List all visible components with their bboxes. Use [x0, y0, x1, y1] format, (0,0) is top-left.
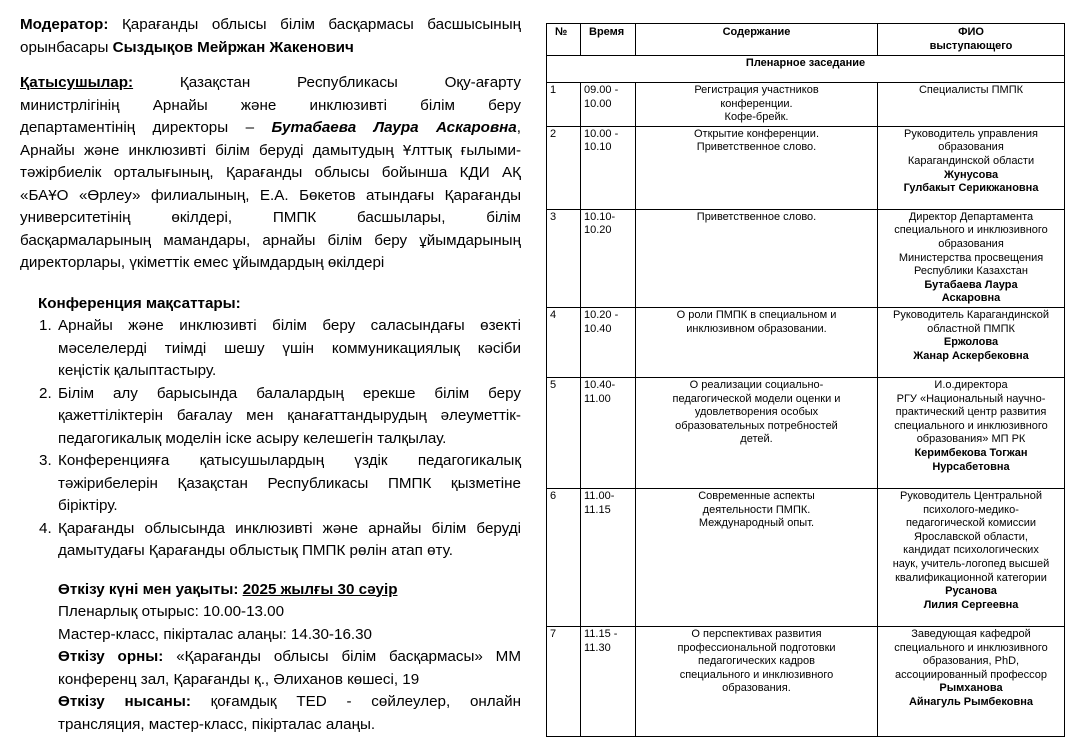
cell-line: Рымханова: [939, 682, 1003, 695]
goal-number: 1.: [39, 317, 52, 334]
goal-line: Арнайы және инклюзивті білім беру саласындағы өзекті: [58, 317, 521, 334]
cell-line: Руководитель Карагандинской: [893, 308, 1049, 321]
cell-line: И.о.директора: [934, 378, 1008, 391]
cell-line: Приветственное слово.: [696, 210, 817, 223]
row-speaker: [878, 307, 1065, 377]
cell-line: Современные аспекты: [698, 489, 815, 502]
cell-line: профессиональной подготовки: [677, 641, 836, 654]
moderator-position: орынбасары: [20, 38, 109, 56]
table-row: [547, 209, 1065, 307]
cell-line: 11.00: [584, 392, 611, 405]
cell-line: Специалисты ПМПК: [918, 84, 1024, 96]
cell-line: областной ПМПК: [927, 322, 1015, 335]
row-time: [581, 126, 636, 209]
cell-line: Директор Департамента: [908, 210, 1034, 223]
cell-line: О реализации социально-: [689, 378, 824, 391]
row-time: [581, 307, 636, 377]
goals-title: Конференция мақсаттары:: [38, 294, 241, 312]
goal-number: 4.: [39, 519, 52, 537]
cell-line: специального и инклюзивного: [894, 224, 1048, 237]
header-time: Время: [581, 24, 636, 56]
cell-line: детей.: [740, 433, 773, 446]
cell-line: 10.20 -: [584, 308, 619, 321]
row-content: [636, 83, 878, 127]
row-content: [636, 626, 878, 736]
cell-line: образования: [938, 237, 1004, 250]
goals-list: [20, 315, 521, 563]
event-format-line1: [58, 691, 521, 714]
cell-line: конференции.: [720, 97, 793, 110]
cell-line: 11.00-: [584, 489, 615, 502]
row-time: [581, 83, 636, 127]
goal-line: педагогикалық моделін іске асыру келешегін талқылау.: [58, 429, 447, 447]
participants-line4: Арнайы және инклюзивті білім беруді дамытудың Ұлттық ғылыми-: [20, 141, 521, 159]
row-speaker: [878, 83, 1065, 127]
cell-line: Жунусова: [943, 168, 999, 181]
event-place-label: Өткізу орны:: [58, 648, 164, 665]
goal-number: 2.: [39, 384, 52, 402]
participants-line2: министрлігінің Арнайы және инклюзивті білім беру: [20, 96, 521, 114]
cell-line: Кофе-брейк.: [724, 111, 789, 124]
participants-line1: [20, 72, 521, 95]
cell-line: Бутабаева Лаура: [924, 278, 1018, 291]
left-column: [20, 14, 521, 736]
row-number: 3: [547, 209, 581, 307]
goal-line: Білім алу барысында балалардың ерекше білім беру: [58, 384, 521, 402]
cell-line: РГУ «Национальный научно-: [896, 392, 1046, 405]
participants-label: Қатысушылар:: [20, 74, 134, 91]
cell-line: Руководитель Центральной: [899, 489, 1042, 502]
event-place-line1: [58, 646, 521, 669]
cell-line: наук, учитель-логопед высшей: [892, 557, 1050, 570]
row-speaker: [878, 209, 1065, 307]
moderator-text: Қарағанды облысы білім басқармасы басшысының: [121, 16, 521, 33]
cell-line: специального и инклюзивного: [894, 419, 1048, 432]
cell-line: Лилия Сергеевна: [923, 598, 1019, 611]
table-row: [547, 488, 1065, 626]
participants-line9: директорлары, үкіметтік емес ұйымдардың өкілдері: [20, 254, 385, 271]
participants-line7: университетінің өкілдері, ПМПК басшылары, білім: [20, 209, 521, 226]
goal-line: Конференцияға қатысушылардың үздік педагогикалық: [58, 452, 521, 469]
cell-line: Нурсабетовна: [932, 460, 1010, 473]
cell-line: 11.15: [584, 503, 611, 516]
cell-line: 10.40-: [584, 378, 616, 391]
cell-line: педагогической комиссии: [905, 517, 1037, 530]
cell-line: Руководитель управления: [904, 127, 1038, 140]
cell-line: Айнагуль Рымбековна: [908, 695, 1034, 708]
table-header-row: [547, 24, 1065, 56]
cell-line: Гулбакыт Серикжановна: [903, 182, 1039, 195]
event-format-label: Өткізу нысаны:: [58, 693, 191, 710]
cell-line: ассоциированный профессор: [895, 668, 1047, 681]
participants-comma: ,: [516, 119, 521, 136]
table-row: [547, 377, 1065, 488]
goal-line: қажеттіліктерін бағалау мен қанағаттандырудың әлеуметтік-: [58, 407, 521, 424]
event-place-text: «Қарағанды облысы білім басқармасы» ММ: [176, 648, 521, 665]
cell-line: 09.00 -: [584, 84, 619, 96]
row-number: 7: [547, 626, 581, 736]
participants-line6: «БАҰО «Өрлеу» филиалының, Е.А. Бөкетов атындағы Қарағанды: [20, 186, 521, 204]
cell-line: Республики Казахстан: [914, 265, 1028, 278]
cell-line: педагогических кадров: [698, 655, 815, 668]
table-row: [547, 307, 1065, 377]
masterclass-time: Мастер-класс, пікірталас алаңы: 14.30-16.30: [58, 625, 372, 643]
cell-line: Министерства просвещения: [898, 251, 1044, 264]
cell-line: Ержолова: [943, 336, 999, 349]
program-table-container: [546, 23, 1064, 737]
goal-line: дамытудағы Қарағанды облыстық ПМПК рөлін атап өту.: [58, 542, 453, 559]
cell-line: специального и инклюзивного: [679, 668, 834, 681]
header-content: Содержание: [636, 24, 878, 56]
cell-line: 10.40: [584, 322, 612, 335]
goal-line: тәжірибелерін Қазақстан Республикасы ПМПК қызметіне: [58, 474, 521, 492]
row-number: 2: [547, 126, 581, 209]
cell-line: образовательных потребностей: [675, 419, 838, 432]
row-speaker: [878, 126, 1065, 209]
goal-line: біріктіру.: [58, 497, 118, 514]
cell-line: Карагандинской области: [907, 154, 1035, 167]
cell-line: Жанар Аскербековна: [913, 349, 1029, 362]
cell-line: удовлетворения особых: [694, 406, 819, 419]
event-place-line2: конференц зал, Қарағанды қ., Әлиханов көшесі, 19: [58, 670, 420, 688]
cell-line: О роли ПМПК в специальном и: [676, 308, 837, 321]
cell-line: практический центр развития: [895, 406, 1047, 419]
participants-director-name: Бутабаева Лаура Аскаровна: [271, 119, 517, 136]
event-info: [58, 579, 521, 737]
row-time: [581, 377, 636, 488]
cell-line: психолого-медико-: [923, 503, 1019, 516]
cell-line: образования» МП РК: [916, 433, 1026, 446]
participants-line8: басқармаларының мамандары, арнайы білім беру ұйымдарының: [20, 231, 521, 249]
goal-item-2: [20, 383, 521, 451]
row-content: [636, 126, 878, 209]
program-table: [546, 23, 1065, 737]
cell-line: Регистрация участников: [694, 84, 819, 96]
moderator-line1: [20, 14, 521, 37]
cell-line: Заведующая кафедрой: [911, 627, 1031, 640]
event-date-value: 2025 жылғы 30 сәуір: [242, 580, 398, 598]
header-speaker: [878, 24, 1065, 56]
event-format-line2: трансляция, мастер-класс, пікірталас алаңы.: [58, 715, 376, 733]
cell-line: квалификационной категории: [895, 571, 1047, 584]
cell-line: 10.10: [584, 141, 612, 154]
goal-item-4: [20, 518, 521, 563]
header-number: №: [547, 24, 581, 56]
participants-line3: [20, 117, 521, 140]
cell-line: образования, PhD,: [922, 655, 1020, 668]
row-number: 1: [547, 83, 581, 127]
row-time: [581, 488, 636, 626]
plenary-time: Пленарлық отырыс: 10.00-13.00: [58, 603, 285, 620]
header-speaker-line2: выступающего: [929, 39, 1013, 52]
section-row: [547, 56, 1065, 83]
cell-line: 10.10-: [584, 210, 616, 223]
cell-line: образования.: [722, 682, 791, 695]
table-row: [547, 83, 1065, 127]
cell-line: педагогической модели оценки и: [672, 392, 841, 405]
row-content: [636, 307, 878, 377]
event-date-line: [58, 579, 521, 602]
cell-line: Ярославской области,: [914, 530, 1028, 543]
cell-line: Керимбекова Тогжан: [914, 446, 1028, 459]
event-format-text: қоғамдық TED - сөйлеулер, онлайн: [210, 693, 521, 710]
cell-line: 11.15 -: [584, 627, 618, 640]
row-speaker: [878, 377, 1065, 488]
row-speaker: [878, 626, 1065, 736]
cell-line: специального и инклюзивного: [894, 641, 1048, 654]
cell-line: Приветственное слово.: [696, 141, 817, 154]
cell-line: инклюзивном образовании.: [686, 322, 827, 335]
goal-item-1: [20, 315, 521, 383]
row-content: [636, 488, 878, 626]
table-row: [547, 626, 1065, 736]
participants-line5: тәжірбиелік орталығының, Қарағанды облысы бойынша КДИ АҚ: [20, 164, 521, 181]
cell-line: О перспективах развития: [691, 627, 822, 640]
header-speaker-line1: ФИО: [958, 26, 984, 38]
table-row: [547, 126, 1065, 209]
goal-line: кеңістік қалыптастыру.: [58, 362, 217, 379]
cell-line: Русанова: [945, 585, 997, 598]
cell-line: 10.20: [584, 224, 612, 237]
row-number: 4: [547, 307, 581, 377]
goal-line: мәселелерді тиімді шешу үшін коммуникациялық кәсіби: [58, 339, 521, 357]
row-time: [581, 209, 636, 307]
participants-text-3: департаментінің директоры –: [20, 119, 255, 136]
goal-item-3: [20, 450, 521, 518]
goal-line: Қарағанды облысында инклюзивті және арнайы білім беруді: [58, 519, 521, 537]
goal-number: 3.: [39, 452, 52, 469]
event-date-label: Өткізу күні мен уақыты:: [58, 580, 239, 598]
row-time: [581, 626, 636, 736]
cell-line: Аскаровна: [941, 292, 1001, 305]
participants-text-1: Қазақстан Республикасы Оқу-ағарту: [179, 74, 521, 91]
row-content: [636, 209, 878, 307]
row-content: [636, 377, 878, 488]
cell-line: 10.00 -: [584, 127, 619, 140]
cell-line: 10.00: [584, 97, 612, 110]
section-title: Пленарное заседание: [547, 56, 1065, 83]
moderator-name: Сыздықов Мейржан Жакенович: [112, 38, 354, 56]
cell-line: Международный опыт.: [698, 517, 815, 530]
cell-line: Открытие конференции.: [693, 127, 820, 140]
row-speaker: [878, 488, 1065, 626]
moderator-line2: [20, 37, 521, 60]
cell-line: кандидат психологических: [903, 544, 1039, 557]
row-number: 5: [547, 377, 581, 488]
cell-line: 11.30: [584, 641, 611, 654]
row-number: 6: [547, 488, 581, 626]
cell-line: образования: [938, 141, 1004, 154]
cell-line: деятельности ПМПК.: [702, 503, 811, 516]
moderator-label: Модератор:: [20, 16, 109, 33]
